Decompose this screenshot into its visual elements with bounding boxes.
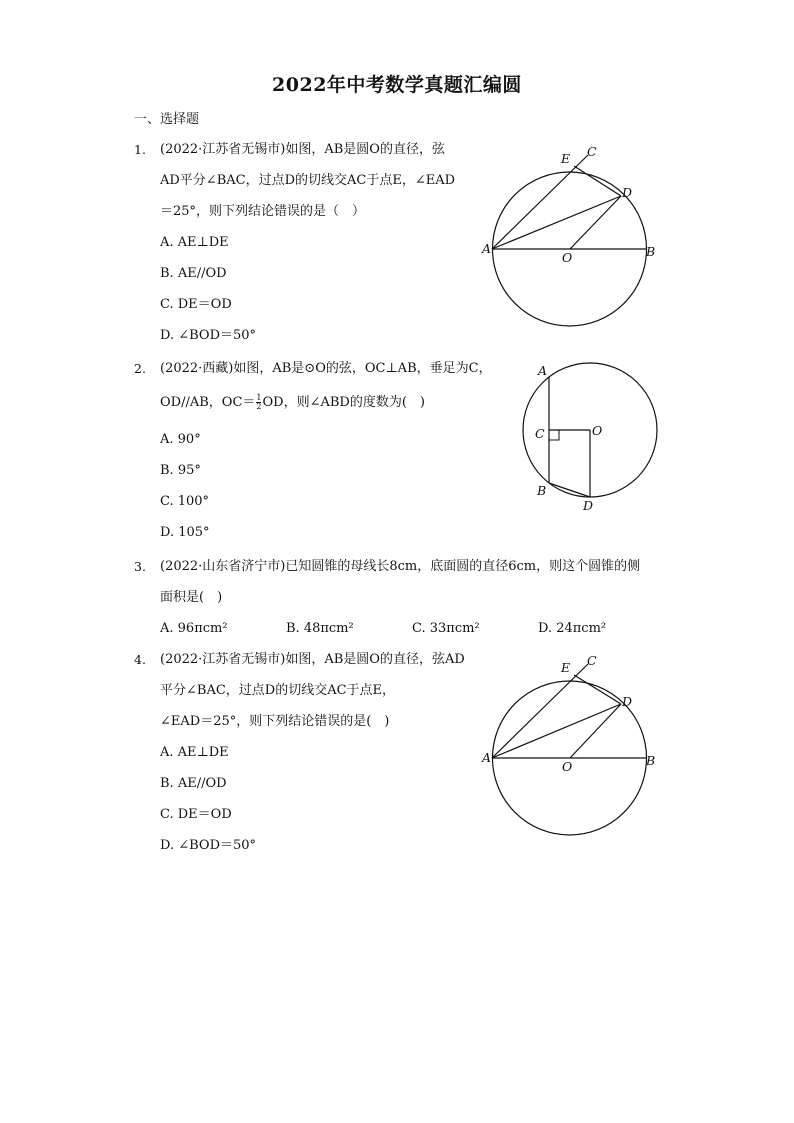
q2-label-a: A [538, 363, 548, 378]
q1-option-a: A. AE⊥DE [160, 235, 229, 250]
q4-stem-line-2: 平分∠BAC，过点D的切线交AC于点E， [160, 683, 396, 698]
q2-fraction [256, 394, 261, 411]
q3-option-a: A. 96πcm² [160, 621, 228, 636]
q1-label-o: O [562, 250, 573, 265]
q1-label-b: B [646, 244, 656, 259]
q2-number: 2. [134, 361, 146, 376]
q1-label-a: A [482, 241, 492, 256]
page-title: 2022年中考数学真题汇编圆 [272, 74, 522, 96]
section-heading: 一、选择题 [134, 112, 200, 127]
q2-stem-line-1: (2022·西藏)如图，AB是⊙O的弦，OC⊥AB，垂足为C， [160, 361, 492, 376]
q2-stem-line-2-post: OD，则∠ABD的度数为( ) [262, 395, 425, 410]
q3-option-b: B. 48πcm² [286, 621, 354, 636]
q4-option-c: C. DE＝OD [160, 807, 232, 822]
q2-label-d: D [583, 498, 594, 513]
q2-figure [530, 360, 665, 515]
q4-option-b: B. AE//OD [160, 776, 227, 791]
q4-label-c: C [587, 653, 597, 668]
q1-stem-line-3: ＝25°，则下列结论错误的是（ ） [160, 204, 366, 219]
q1-figure [470, 140, 670, 335]
q2-stem-line-2-pre: OD//AB，OC＝ [160, 395, 256, 410]
q1-label-c: C [587, 144, 597, 159]
q3-number: 3. [134, 559, 146, 574]
q4-stem-line-1: (2022·江苏省无锡市)如图，AB是圆O的直径，弦AD [160, 652, 465, 667]
q4-label-a: A [482, 750, 492, 765]
q2-label-o: O [592, 423, 603, 438]
q3-option-c: C. 33πcm² [412, 621, 480, 636]
q3-option-d: D. 24πcm² [538, 621, 607, 636]
q4-option-d: D. ∠BOD＝50° [160, 838, 257, 853]
q4-option-a: A. AE⊥DE [160, 745, 229, 760]
q1-option-d: D. ∠BOD＝50° [160, 328, 257, 343]
q1-label-d: D [622, 185, 633, 200]
q2-option-a: A. 90° [160, 432, 201, 447]
q1-option-b: B. AE//OD [160, 266, 227, 281]
q4-label-d: D [622, 694, 633, 709]
q1-stem-line-2: AD平分∠BAC，过点D的切线交AC于点E，∠EAD [160, 173, 456, 188]
q2-label-b: B [537, 483, 547, 498]
q4-number: 4. [134, 652, 146, 667]
q2-label-c: C [535, 426, 545, 441]
q2-option-b: B. 95° [160, 463, 201, 478]
q4-figure [470, 650, 670, 845]
q4-label-b: B [646, 753, 656, 768]
q1-number: 1. [134, 142, 146, 157]
q1-option-c: C. DE＝OD [160, 297, 232, 312]
q4-label-e: E [561, 660, 571, 675]
q4-label-o: O [562, 759, 573, 774]
q2-fraction-denominator: 2 [256, 402, 262, 411]
q2-option-c: C. 100° [160, 494, 210, 509]
q2-stem-line-2 [160, 394, 425, 412]
q2-fraction-numerator: 1 [256, 393, 262, 402]
q2-option-d: D. 105° [160, 525, 210, 540]
q4-stem-line-3: ∠EAD＝25°，则下列结论错误的是( ) [160, 714, 390, 729]
q1-label-e: E [561, 151, 571, 166]
q3-stem-line-2: 面积是( ) [160, 590, 223, 605]
q1-stem-line-1: (2022·江苏省无锡市)如图，AB是圆O的直径，弦 [160, 142, 445, 157]
q3-stem-line-1: (2022·山东省济宁市)已知圆锥的母线长8cm，底面圆的直径6cm，则这个圆锥的侧 [160, 559, 641, 574]
